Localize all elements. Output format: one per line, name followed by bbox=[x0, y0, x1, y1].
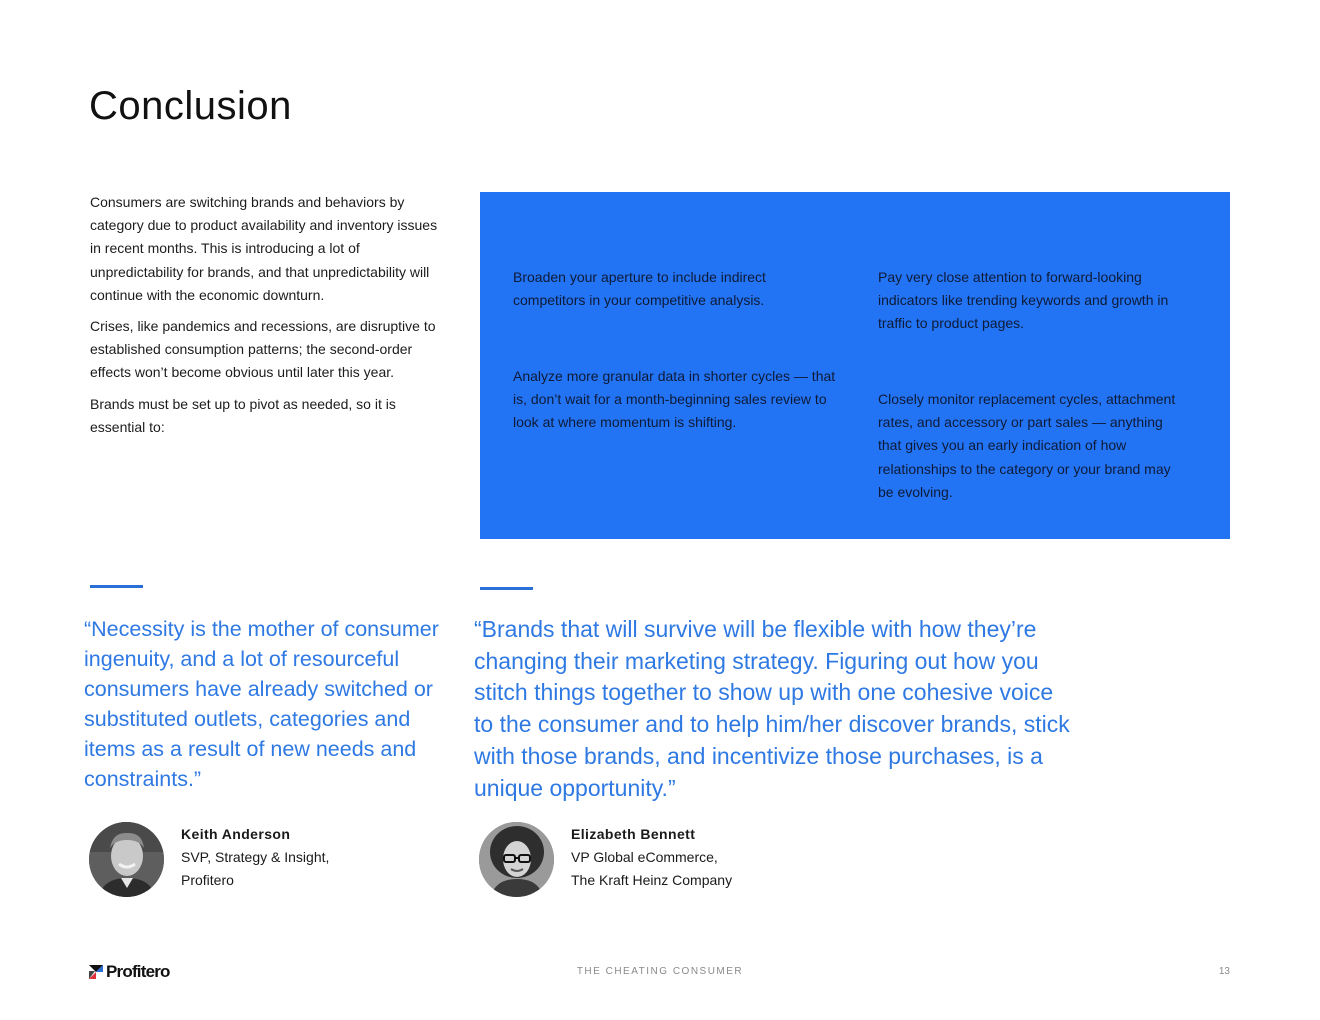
pull-quote: “Brands that will survive will be flexible with how they’re changing their marketing strategy. Figuring out how you stitch things together to show up with one cohesive voice to the consumer and to help him/her discover brands, stick with those brands, and incentivize those purchases, is a unique opportunity.” bbox=[474, 616, 1070, 801]
person-role: SVP, Strategy & Insight, bbox=[181, 849, 330, 865]
intro-paragraph: Brands must be set up to pivot as needed, so it is essential to: bbox=[90, 395, 396, 435]
person-role: VP Global eCommerce, bbox=[571, 849, 718, 865]
avatar bbox=[89, 822, 164, 897]
intro-paragraph: Consumers are switching brands and behaviors by category due to product availability and inventory issues in recent months. This is introducing a lot of unpredictability for brands, and that unpredictability will continue with the economic downturn. bbox=[90, 194, 438, 303]
page-title: Conclusion bbox=[89, 84, 292, 128]
recommendation-item: Closely monitor replacement cycles, attachment rates, and accessory or part sales — anything that gives you an early indication of how relationships to the category or your brand may be evolving. bbox=[878, 391, 1176, 500]
page-number: 13 bbox=[1218, 966, 1230, 977]
recommendation-item: Broaden your aperture to include indirect competitors in your competitive analysis. bbox=[513, 269, 766, 309]
recommendations-panel bbox=[480, 192, 1230, 539]
person-company: Profitero bbox=[181, 872, 234, 888]
quote-attribution bbox=[181, 823, 329, 892]
intro-paragraph: Crises, like pandemics and recessions, are disruptive to established consumption patterns; the second-order effects won’t become obvious until later this year. bbox=[90, 318, 436, 381]
recommendation-item: Pay very close attention to forward-looking indicators like trending keywords and growth in traffic to product pages. bbox=[878, 269, 1169, 332]
person-name: Elizabeth Bennett bbox=[571, 826, 696, 842]
person-photo-icon bbox=[89, 822, 164, 897]
person-photo-icon bbox=[479, 822, 554, 897]
avatar bbox=[479, 822, 554, 897]
recommendation-item: Analyze more granular data in shorter cycles — that is, don’t wait for a month-beginning sales review to look at where momentum is shifting. bbox=[513, 368, 836, 431]
pull-quote: “Necessity is the mother of consumer ingenuity, and a lot of resourceful consumers have already switched or substituted outlets, categories and items as a result of new needs and constraints.” bbox=[84, 617, 439, 791]
person-name: Keith Anderson bbox=[181, 826, 291, 842]
intro-text bbox=[90, 191, 450, 447]
logo-wordmark: Profitero bbox=[106, 962, 170, 981]
person-company: The Kraft Heinz Company bbox=[571, 872, 733, 888]
quote-divider bbox=[90, 585, 143, 588]
quote-divider bbox=[480, 587, 533, 590]
quote-attribution bbox=[571, 823, 732, 892]
publication-title: THE CHEATING CONSUMER bbox=[576, 966, 744, 977]
